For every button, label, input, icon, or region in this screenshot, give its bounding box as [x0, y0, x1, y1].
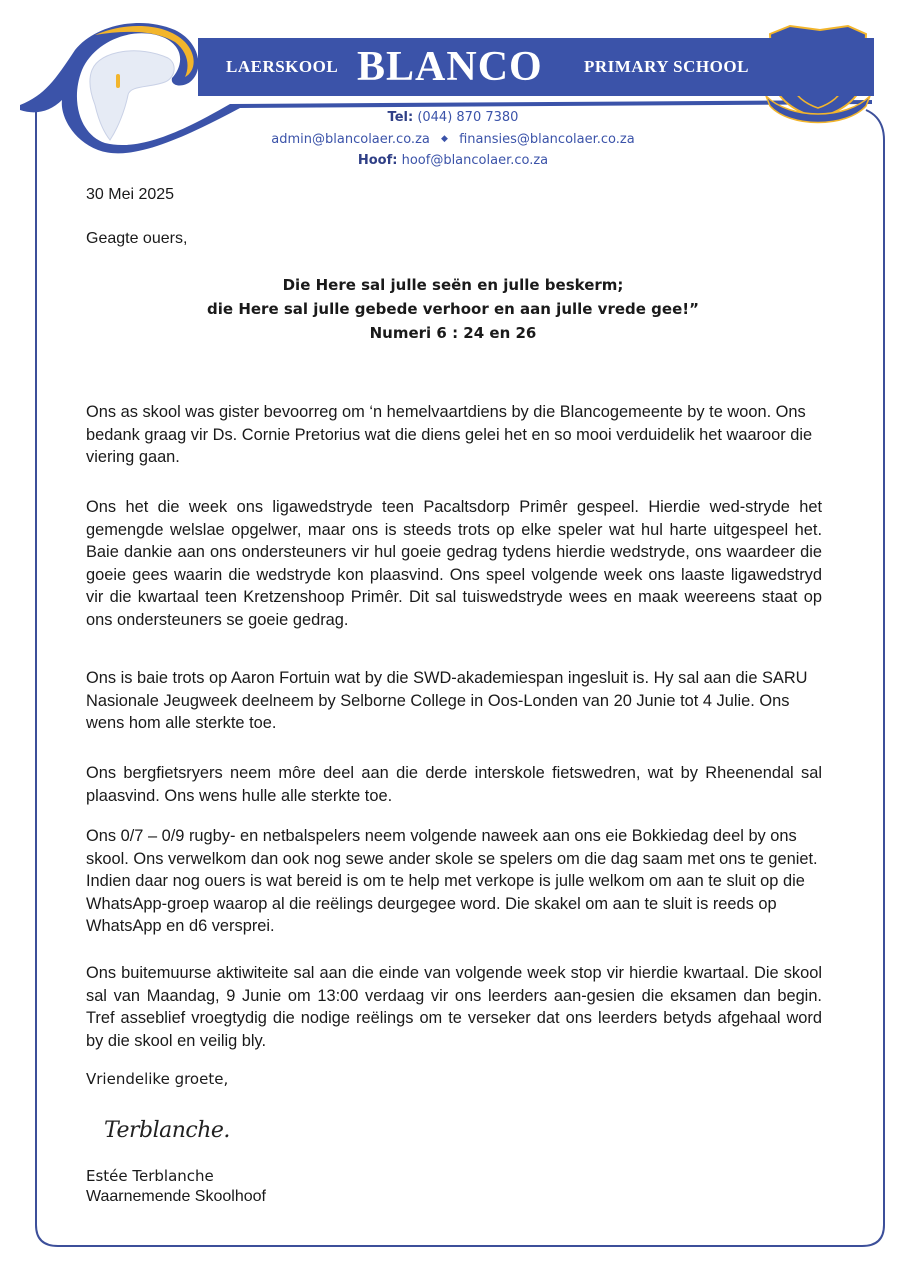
- paragraph-bokkiedag: Ons 0/7 – 0/9 rugby- en netbalspelers neem volgende naweek aan ons eie Bokkiedag deel by ons skool. Ons verwelkom dan ook nog sewe ander skole se spelers om die dag saam met ons te geniet. Indien daar nog ouers is wat bereid is om te help met verkope is julle welkom om aan te sluit op die WhatsApp-groep waarop al die reëlings deurgegee word. Die skakel om aan te sluit is reeds op WhatsApp en d6 versprei.: [86, 827, 818, 935]
- email-finance-link[interactable]: finansies@blancolaer.co.za: [459, 132, 635, 147]
- paragraph-extramural-end: Ons buitemuurse aktiwiteite sal aan die einde van volgende week stop vir hierdie kwartaal. Die skool sal van Maandag, 9 Junie om 13:00 verdaag vir ons leerders aan-gesien die eksamen dan begin. Tref asseblief vroegtydig die nodige reëlings om te verseker dat ons leerders betyds afgehaal word by die skool en veilig bly.: [86, 964, 822, 1050]
- paragraph-aaron-fortuin: Ons is baie trots op Aaron Fortuin wat by die SWD-akademiespan ingesluit is. Hy sal aan die SARU Nasionale Jeugweek deelneem by Selborne College in Oos-Londen van 20 Junie tot 4 Julie. Ons wens hom alle sterkte toe.: [86, 669, 808, 732]
- signer-title: Waarnemende Skoolhoof: [86, 1188, 266, 1205]
- letter-closing: Vriendelike groete,: [86, 1070, 229, 1088]
- email-head-link[interactable]: hoof@blancolaer.co.za: [401, 153, 549, 168]
- handwritten-signature: Terblanche.: [104, 1118, 230, 1143]
- arum-lily-icon: [90, 51, 174, 140]
- banner-left-title: LAERSKOOL: [226, 57, 339, 76]
- letter-date: 30 Mei 2025: [86, 186, 175, 203]
- letter-greeting: Geagte ouers,: [86, 230, 188, 247]
- school-name: BLANCO: [357, 44, 543, 90]
- bible-verse: [0, 273, 906, 345]
- phone-label: Tel:: [387, 110, 414, 125]
- diamond-separator-icon: ◆: [441, 134, 448, 144]
- phone-value: (044) 870 7380: [417, 110, 519, 125]
- signer-name: Estée Terblanche: [86, 1167, 214, 1185]
- paragraph-ascension-service: Ons as skool was gister bevoorreg om ‘n hemelvaartdiens by die Blancogemeente by te woon. Ons bedank graag vir Ds. Cornie Pretorius wat die diens gelei het en so mooi verduidelik het waaroor die viering gaan.: [86, 403, 813, 466]
- paragraph-league-matches: Ons het die week ons ligawedstryde teen Pacaltsdorp Primêr gespeel. Hierdie wed-stryde het gemengde welslae opgelwer, maar ons is steeds trots op elke speler wat hul harte uitgespeel het. Baie dankie aan ons ondersteuners vir hul goeie gedrag tydens hierdie wedstryde, ons waardeer die goeie gees waarin die wedstryde kon plaasvind. Ons speel volgende week ons laaste ligawedstryd vir die kwartaal teen Kretzenshoop Primêr. Dit sal tuiswedstryde wees en maak weereens staat op ons ondersteuners se goeie gedrag.: [86, 498, 822, 629]
- email-admin-link[interactable]: admin@blancolaer.co.za: [271, 132, 430, 147]
- banner-right-title: PRIMARY SCHOOL: [584, 57, 749, 76]
- contact-head: [0, 153, 906, 168]
- contact-phone: [0, 110, 906, 125]
- paragraph-mountain-bikers: Ons bergfietsryers neem môre deel aan die derde interskole fietswedren, wat by Rheenendal sal plaasvind. Ons wens hulle alle sterkte toe.: [86, 764, 822, 805]
- head-label: Hoof:: [357, 153, 398, 168]
- verse-line-2: die Here sal julle gebede verhoor en aan julle vrede gee!”: [207, 300, 699, 318]
- verse-line-1: Die Here sal julle seën en julle beskerm;: [282, 276, 624, 294]
- verse-reference: Numeri 6 : 24 en 26: [369, 324, 537, 342]
- contact-emails: [0, 132, 906, 147]
